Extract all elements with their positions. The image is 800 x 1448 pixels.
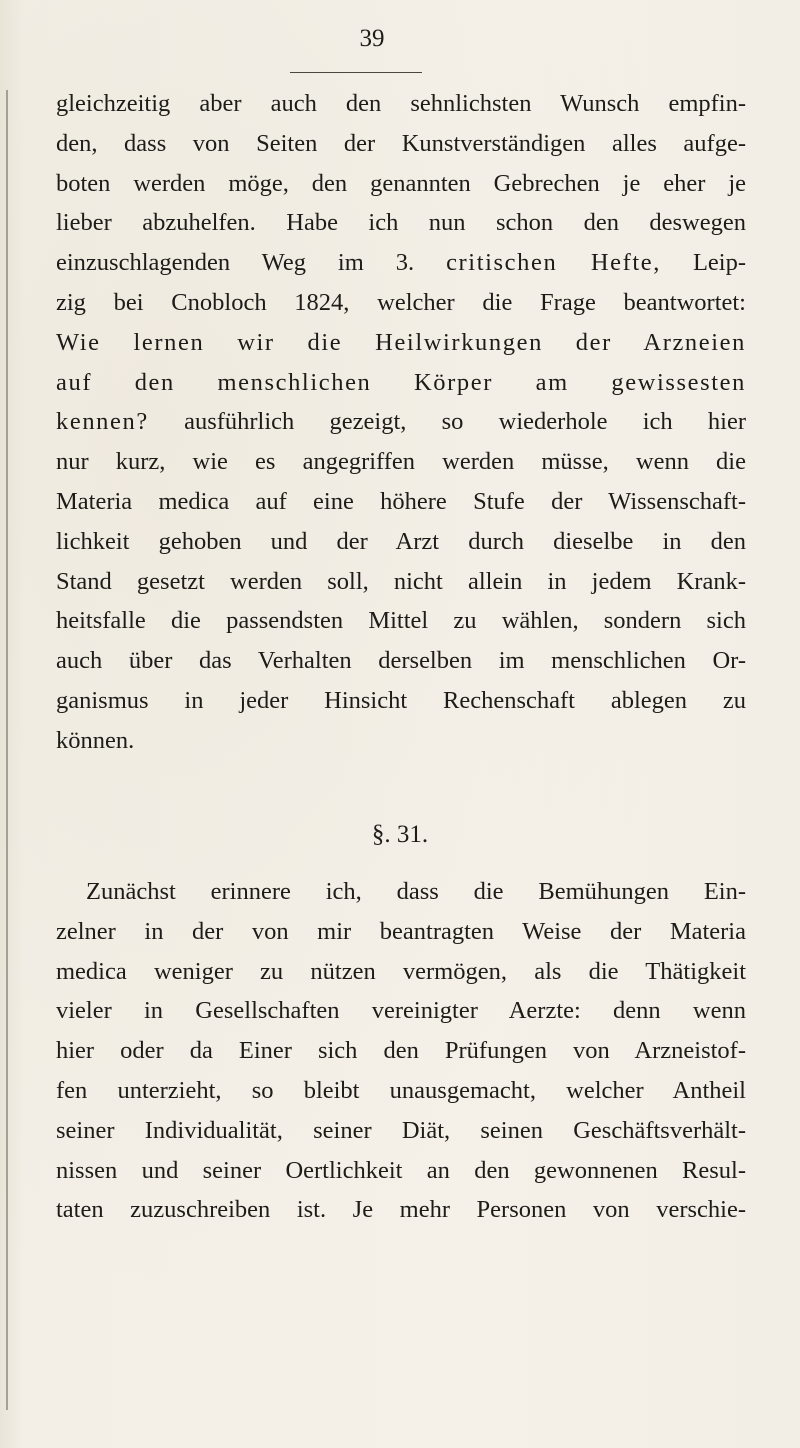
- paragraph-1-line-11: Materia medica auf eine höhere Stufe der Wissenschaft-: [56, 487, 746, 515]
- paragraph-1-line-7: Wie lernen wir die Heilwirkungen der Arzneien: [56, 328, 746, 356]
- paragraph-1-line-12: lichkeit gehoben und der Arzt durch dieselbe in den: [56, 527, 746, 555]
- paragraph-1-line-17: können.: [56, 726, 135, 754]
- paragraph-2-line-5: hier oder da Einer sich den Prüfungen von Arzneistof-: [56, 1037, 746, 1065]
- paragraph-2-line-7: seiner Individualität, seiner Diät, seinen Geschäftsverhält-: [56, 1116, 746, 1144]
- paragraph-1-line-2: den, dass von Seiten der Kunstverständigen alles aufge-: [56, 129, 746, 157]
- section-heading: §. 31.: [371, 821, 429, 848]
- page-number: 39: [359, 25, 385, 52]
- paragraph-1-line-3: boten werden möge, den genannten Gebrechen je eher je: [56, 169, 746, 197]
- paragraph-1-line-10: nur kurz, wie es angegriffen werden müsse, wenn die: [56, 448, 746, 476]
- paragraph-1-line-6: zig bei Cnobloch 1824, welcher die Frage beantwortet:: [56, 288, 746, 316]
- paragraph-1-line-9: [56, 402, 746, 442]
- paragraph-2-line-8: nissen und seiner Oertlichkeit an den gewonnenen Resul-: [56, 1156, 746, 1184]
- paragraph-1-line-4: lieber abzuhelfen. Habe ich nun schon den deswegen: [56, 209, 746, 237]
- paragraph-1-line-13: Stand gesetzt werden soll, nicht allein in jedem Krank-: [56, 567, 746, 595]
- paragraph-2-line-6: fen unterzieht, so bleibt unausgemacht, welcher Antheil: [56, 1076, 746, 1104]
- paragraph-2: [56, 872, 746, 1230]
- binding-edge-shadow: [6, 90, 8, 1410]
- paragraph-1-line-5: [56, 243, 746, 283]
- paragraph-2-line-3: medica weniger zu nützen vermögen, als die Thätigkeit: [56, 957, 746, 985]
- line-9-end: ausführlich gezeigt, so wiederhole ich hier: [184, 408, 746, 436]
- paragraph-1-line-1: gleichzeitig aber auch den sehnlichsten Wunsch empfin-: [56, 90, 746, 117]
- line-5-spaced-title: critischen Hefte,: [446, 249, 661, 277]
- paragraph-1-line-8: auf den menschlichen Körper am gewissesten: [56, 368, 746, 396]
- paragraph-1: [56, 84, 746, 761]
- line-9-spaced-question: kennen?: [56, 408, 149, 436]
- line-5-end: Leip-: [692, 249, 747, 277]
- paragraph-1-line-15: auch über das Verhalten derselben im menschlichen Or-: [56, 647, 746, 675]
- line-5-start: einzuschlagenden Weg im 3.: [56, 249, 415, 277]
- header-rule: [290, 72, 422, 73]
- paragraph-2-line-4: vieler in Gesellschaften vereinigter Aerzte: denn wenn: [56, 997, 746, 1025]
- paragraph-1-line-14: heitsfalle die passendsten Mittel zu wählen, sondern sich: [56, 607, 746, 635]
- paragraph-2-line-1: Zunächst erinnere ich, dass die Bemühungen Ein-: [86, 878, 746, 905]
- paragraph-2-line-9: taten zuzuschreiben ist. Je mehr Personen von verschie-: [56, 1196, 746, 1224]
- paragraph-1-line-16: ganismus in jeder Hinsicht Rechenschaft ablegen zu: [56, 686, 746, 714]
- paragraph-2-line-2: zelner in der von mir beantragten Weise der Materia: [56, 917, 746, 945]
